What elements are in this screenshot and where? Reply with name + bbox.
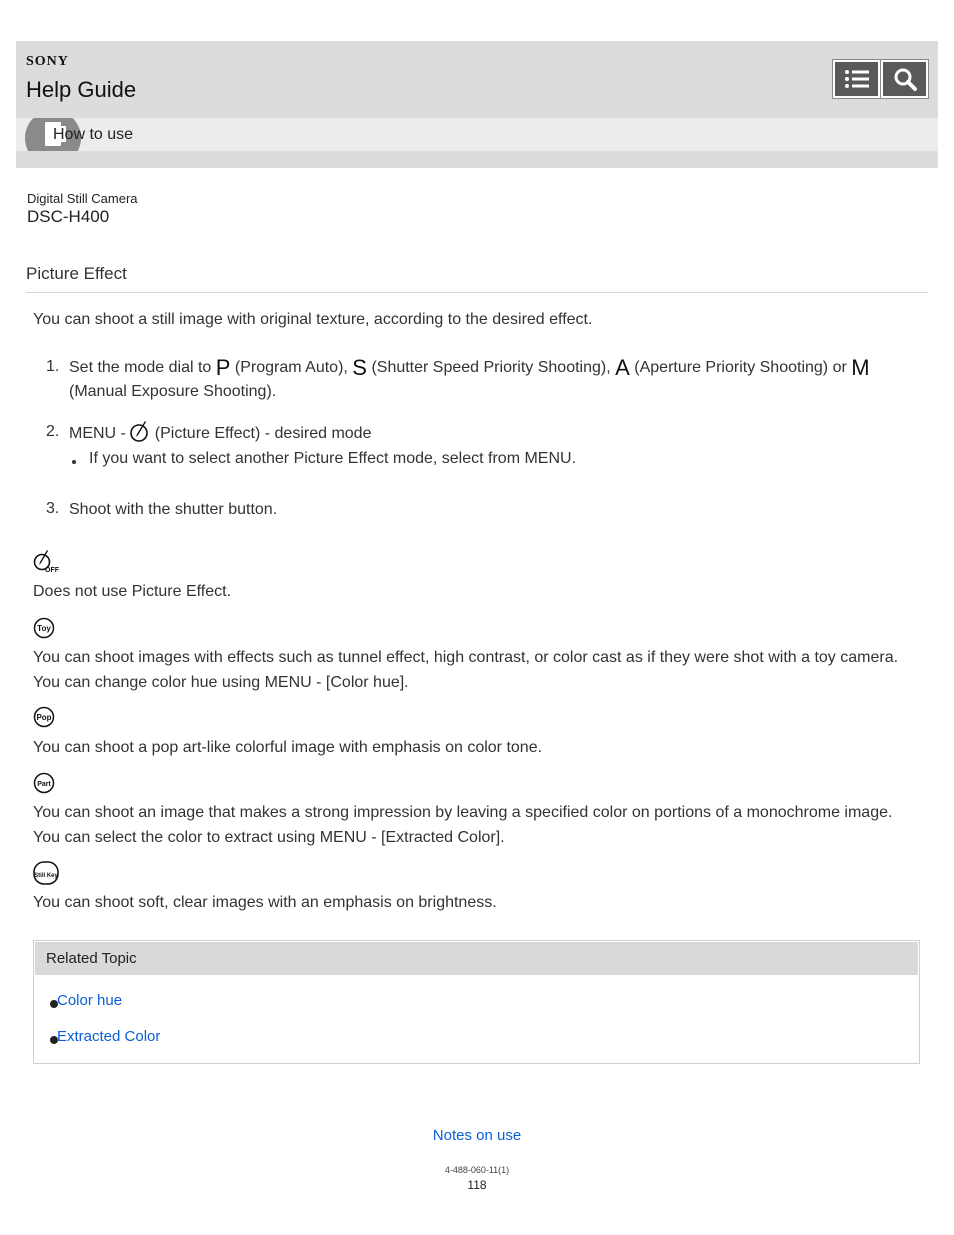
mode-desc-off: Does not use Picture Effect. [33,583,232,600]
related-topic-header [35,942,918,975]
step-1-number: 1. [46,358,60,375]
svg-text:Pop: Pop [36,713,52,722]
related-link-color-hue[interactable]: Color hue [57,992,123,1009]
svg-text:Still Key: Still Key [34,873,58,879]
step-3-number: 3. [46,500,60,517]
page-title: Picture Effect [26,264,127,283]
step-2-number: 2. [46,423,60,440]
notes-on-use-link[interactable]: Notes on use [432,1127,522,1144]
step-1-text-d: (Aperture Priority Shooting) or [634,359,847,376]
breadcrumb-bar [16,118,938,151]
step-2-text-b: (Picture Effect) - desired mode [154,425,372,442]
mode-desc-toy: You can shoot images with effects such as tunnel effect, high contrast, or color cast as if they were shot with a toy camera. You can change color hue using MENU - [Color hue]. [33,649,899,691]
list-icon [844,69,870,89]
step-1-text-e: (Manual Exposure Shooting). [69,383,277,400]
step-1-text-c: (Shutter Speed Priority Shooting), [371,359,611,376]
step-1-text [69,356,919,404]
product-model: DSC-H400 [27,207,110,226]
picture-effect-icon [130,421,150,443]
step-2-text [69,421,919,446]
brand-logo: SONY [26,54,69,69]
related-link-extracted-color[interactable]: Extracted Color [57,1028,161,1045]
related-topic-heading: Related Topic [46,950,137,967]
search-button[interactable] [881,60,928,98]
manual-exposure-icon: M [851,355,870,380]
step-2-note: If you want to select another Picture Effect mode, select from MENU. [89,450,577,467]
partial-color-icon [33,772,55,799]
soft-high-key-icon [33,861,59,890]
title-divider [26,292,928,293]
search-icon [893,67,917,91]
mode-desc-pop: You can shoot a pop art-like colorful image with emphasis on color tone. [33,739,543,756]
document-id: 4-488-060-11(1) [444,1165,510,1175]
sub-bullet [72,460,76,464]
pop-color-icon [33,706,55,733]
svg-text:OFF: OFF [45,567,59,574]
step-2-text-a: MENU - [69,425,126,442]
step-1-text-b: (Program Auto), [234,359,348,376]
picture-effect-off-icon [33,550,59,579]
step-1-text-a: Set the mode dial to [69,359,212,376]
toy-camera-icon [33,617,55,644]
svg-text:Toy: Toy [37,624,51,633]
mode-desc-part: You can shoot an image that makes a strong impression by leaving a specified color on portions of a monochrome image. You can select the color to extract using MENU - [Extracted Color]. [33,804,893,846]
program-auto-icon: P [215,355,231,380]
step-3-text: Shoot with the shutter button. [69,501,278,518]
breadcrumb-how-to-use[interactable]: How to use [53,126,134,143]
svg-text:Part: Part [37,781,51,788]
mode-desc-soft-high-key: You can shoot soft, clear images with an emphasis on brightness. [33,894,497,911]
product-type: Digital Still Camera [27,191,138,206]
page-number: 118 [467,1178,487,1192]
intro-text: You can shoot a still image with original texture, according to the desired effect. [33,311,593,328]
shutter-priority-icon: S [352,355,367,380]
toc-button[interactable] [833,60,880,98]
help-guide-title[interactable]: Help Guide [26,77,137,102]
related-topic-box [33,940,920,1064]
page-header [16,41,938,168]
aperture-priority-icon: A [615,355,630,380]
